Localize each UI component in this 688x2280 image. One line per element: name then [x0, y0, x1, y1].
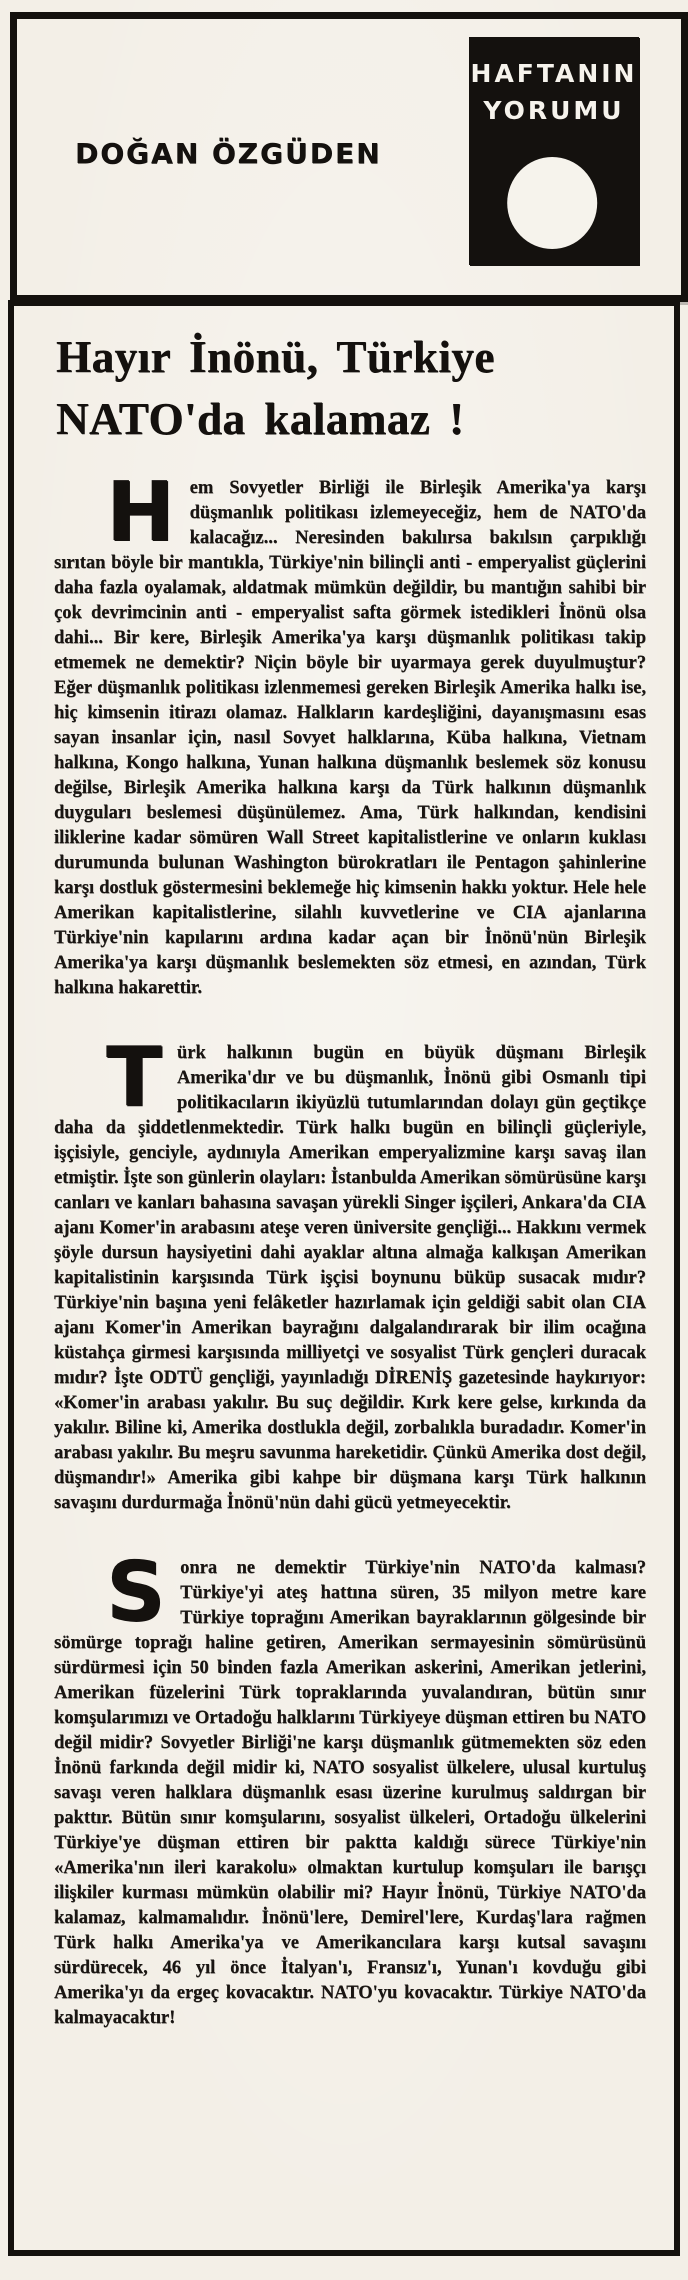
- author-name: DOĞAN ÖZGÜDEN: [75, 137, 382, 170]
- article-box: [8, 300, 680, 2256]
- masthead-box: [10, 12, 688, 302]
- paragraph-3-text: onra ne demektir Türkiye'nin NATO'da kalması? Türkiye'yi ateş hattına süren, 35 milyon metre kare Türkiye toprağını Amerikan bayraklarının gölgesinde bir sömürge toprağı haline getiren, Amerikan sermayesinin sömürüsünü sürdürmesi için 50 binden fazla Amerikan askerini, Amerikan jetlerini, Amerikan füzelerini Türk topraklarında yuvalandıran, bütün sınır komşularımızı ve Ortadoğu halklarını Türkiyeye düşman ettiren bu NATO değil midir? Sovyetler Birliği'ne karşı düşmanlık gütmemekten söz eden İnönü farkında değil midir ki, NATO sosyalist ülkelere, ulusal kurtuluş savaşı veren halklara düşmanlık esası üzerine kurulmuş saldırgan bir pakttır. Bütün sınır komşularını, sosyalist ülkeleri, Ortadoğu ülkelerini Türkiye'ye düşman ettiren bir paktta kaldığı sürece Türkiye'nin «Amerika'nın ileri karakolu» olmaktan kurtulup komşuları ile barışçı ilişkiler kurması mümkün olabilir mi? Hayır İnönü, Türkiye NATO'da kalamaz, kalmamalıdır. İnönü'lere, Demirel'lere, Kurdaş'lara rağmen Türk halkı Amerika'ya ve Amerikancılara karşı kutsal savaşını sürdürecek, 46 yıl önce İtalyan'ı, Fransız'ı, Yunan'ı kovduğu gibi Amerika'yı da ergeç kovacaktır. NATO'yu kovacaktır. Türkiye NATO'da kalmayacaktır!: [54, 1558, 646, 2028]
- badge-title-line-2: YORUMU: [483, 96, 625, 125]
- paragraph-2-text: ürk halkının bugün en büyük düşmanı Birleşik Amerika'dır ve bu düşmanlık, İnönü gibi Osmanlı tipi politikacıların ikiyüzlü tutumlarından dolayı gün geçtikçe daha da şiddetlenmektedir. Türk halkı bugün en bilinçli güçleriyle, işçisiyle, genciyle, aydınıyla Amerikan emperyalizmine karşı savaş ilan etmiştir. İşte son günlerin olayları: İstanbulda Amerikan sömürüsüne karşı canları ve kanları bahasına savaşan yürekli Singer işçileri, Ankara'da CIA ajanı Komer'in arabasını ateşe veren üniversite gençliği... Hakkını vermek şöyle dursun haysiyetini dahi ayaklar altına almağa kalkışan Amerikan kapitalistinin karşısında Türk işçisi boynunu büküp susacak mıdır? Türkiye'nin başına yeni felâketler hazırlamak için geldiği sabit olan CIA ajanı Komer'in Amerikan bayrağını dalgalandırarak bir ilim ocağına küstahça girmesi karşısında milliyetçi ve sosyalist Türk gençleri duracak mıdır? İşte ODTÜ gençliği, yayınladığı DİRENİŞ gazetesinde haykırıyor: «Komer'in arabası yakılır. Bu suç değildir. Kırk kere gelse, kırkında da yakılır. Biline ki, Amerika dostlukla değil, zorbalıkla buradadır. Komer'in arabası yakılır. Bu meşru savunma hareketidir. Çünkü Amerika dost değil, düşmandır!» Amerika gibi kahpe bir düşmana karşı Türk halkının savaşını durdurmağa İnönü'nün dahi gücü yetmeyecektir.: [54, 1043, 646, 1513]
- badge-title-line-1: HAFTANIN: [470, 59, 638, 88]
- dropcap-letter-s: S: [106, 1545, 166, 1640]
- title-line-2: NATO'da kalamaz !: [56, 394, 465, 444]
- dropcap-letter-h: H: [106, 465, 175, 560]
- paragraph-1: [54, 465, 646, 1001]
- paragraph-2: [54, 1030, 646, 1516]
- paragraph-1-text: em Sovyetler Birliği ile Birleşik Amerika'ya karşı düşmanlık politikası izlemeyeceğiz, hem de NATO'da kalacağız... Neresinden bakılırsa bakılsın çarpıklığı sırıtan böyle bir mantıkla, Türkiye'nin bilinçli anti - emperyalist güçlerini daha fazla oyalamak, aldatmak mümkün değildir, bu mantığın sahibi bir çok devrimcinin anti - emperyalist safta görmek istedikleri İnönü olsa dahi... Bir kere, Birleşik Amerika'ya karşı düşmanlık politikası takip etmemek ne demektir? Niçin böyle bir uyarmaya gerek duyulmuştur? Eğer düşmanlık politikası izlenmemesi gereken Birleşik Amerika halkı ise, hiç kimsenin itirazı olamaz. Halkların kardeşliğini, dayanışmasını esas sayan insanlar için, nasıl Sovyet halklarına, Küba halkına, Vietnam halkına, Kongo halkına, Yunan halkına düşmanlık beslemek söz konusu değilse, Birleşik Amerika halkına karşı da Türk halkının düşmanlık duyguları beslemesi düşünülemez. Ama, Türk halkından, kendisini iliklerine kadar sömüren Wall Street kapitalistlerine ve onların kuklası durumunda bulunan Washington bürokratları ile Pentagon şahinlerine karşı dostluk göstermesini beklemeğe hiç kimsenin hakkı yoktur. Hele hele Amerikan kapitalistlerine, silahlı kuvvetlerine ve CIA ajanlarına Türkiye'nin kapılarını ardına kadar açan bir İnönü'nün Birleşik Amerika'ya karşı düşmanlık beslemekten söz etmesi, en azından, Türk halkına hakarettir.: [54, 478, 646, 998]
- article-title: [56, 326, 658, 450]
- haftanin-yorumu-badge: [469, 37, 639, 265]
- title-line-1: Hayır İnönü, Türkiye: [56, 332, 495, 382]
- paragraph-3: [54, 1545, 646, 2031]
- circle-icon: [507, 157, 597, 249]
- dropcap-letter-t: T: [106, 1030, 162, 1125]
